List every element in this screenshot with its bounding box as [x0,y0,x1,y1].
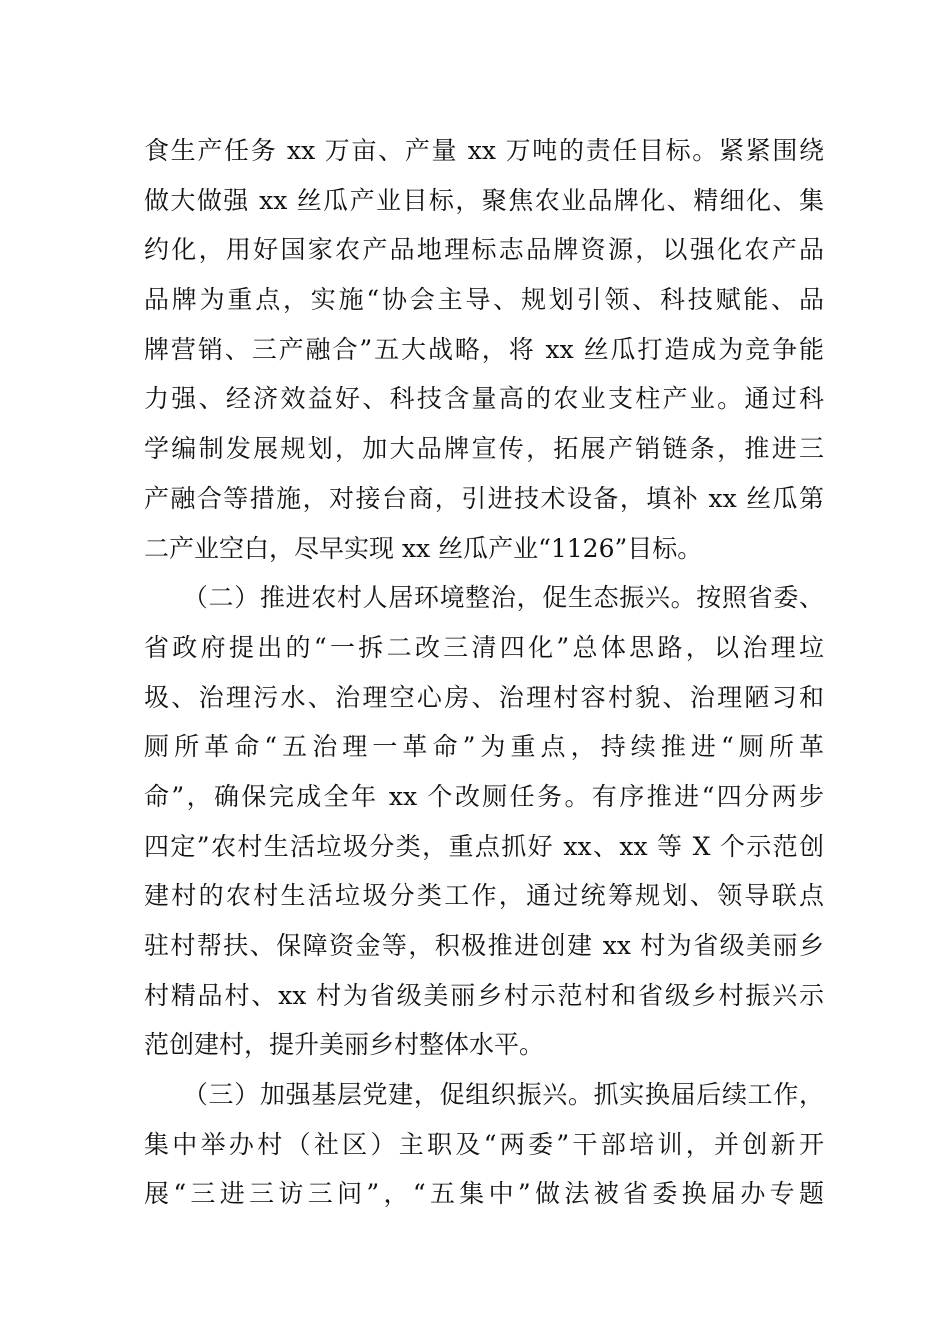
text-line: 村精品村、xx 村为省级美丽乡村示范村和省级乡村振兴示 [144,980,824,1010]
paragraph-end-line: 二产业空白，尽早实现 xx 丝瓜产业“1126”目标。 [144,533,703,563]
text-line: 品牌为重点，实施“协会主导、规划引领、科技赋能、品 [144,285,824,315]
text-line: 集中举办村（社区）主职及“两委”干部培训，并创新开 [144,1129,824,1159]
section-heading-line: （二）推进农村人居环境整治，促生态振兴。按照省委、 [144,583,824,613]
text-line: 命”，确保完成全年 xx 个改厕任务。有序推进“四分两步 [144,781,824,811]
text-line: 四定”农村生活垃圾分类，重点抓好 xx、xx 等 X 个示范创 [144,831,824,861]
text-line: 力强、经济效益好、科技含量高的农业支柱产业。通过科 [144,384,824,414]
text-line: 展“三进三访三问”，“五集中”做法被省委换届办专题 [144,1179,824,1209]
text-line: 圾、治理污水、治理空心房、治理村容村貌、治理陋习和 [144,682,824,712]
text-line: 产融合等措施，对接台商，引进技术设备，填补 xx 丝瓜第 [144,483,824,513]
text-line: 食生产任务 xx 万亩、产量 xx 万吨的责任目标。紧紧围绕 [144,136,824,165]
text-line: 牌营销、三产融合”五大战略，将 xx 丝瓜打造成为竞争能 [144,334,824,364]
text-line: 驻村帮扶、保障资金等，积极推进创建 xx 村为省级美丽乡 [144,931,824,960]
section-heading-line: （三）加强基层党建，促组织振兴。抓实换届后续工作， [144,1080,824,1110]
text-line: 约化，用好国家农产品地理标志品牌资源，以强化农产品 [144,235,824,265]
body-text [144,126,824,1219]
text-line: 厕所革命“五治理一革命”为重点，持续推进“厕所革 [144,732,824,762]
text-line: 建村的农村生活垃圾分类工作，通过统筹规划、领导联点 [144,881,824,911]
text-line: 学编制发展规划，加大品牌宣传，拓展产销链条，推进三 [144,434,824,464]
text-line: 省政府提出的“一拆二改三清四化”总体思路，以治理垃 [144,632,824,662]
paragraph-end-line: 范创建村，提升美丽乡村整体水平。 [144,1030,545,1060]
text-line: 做大做强 xx 丝瓜产业目标，聚焦农业品牌化、精细化、集 [144,185,824,215]
